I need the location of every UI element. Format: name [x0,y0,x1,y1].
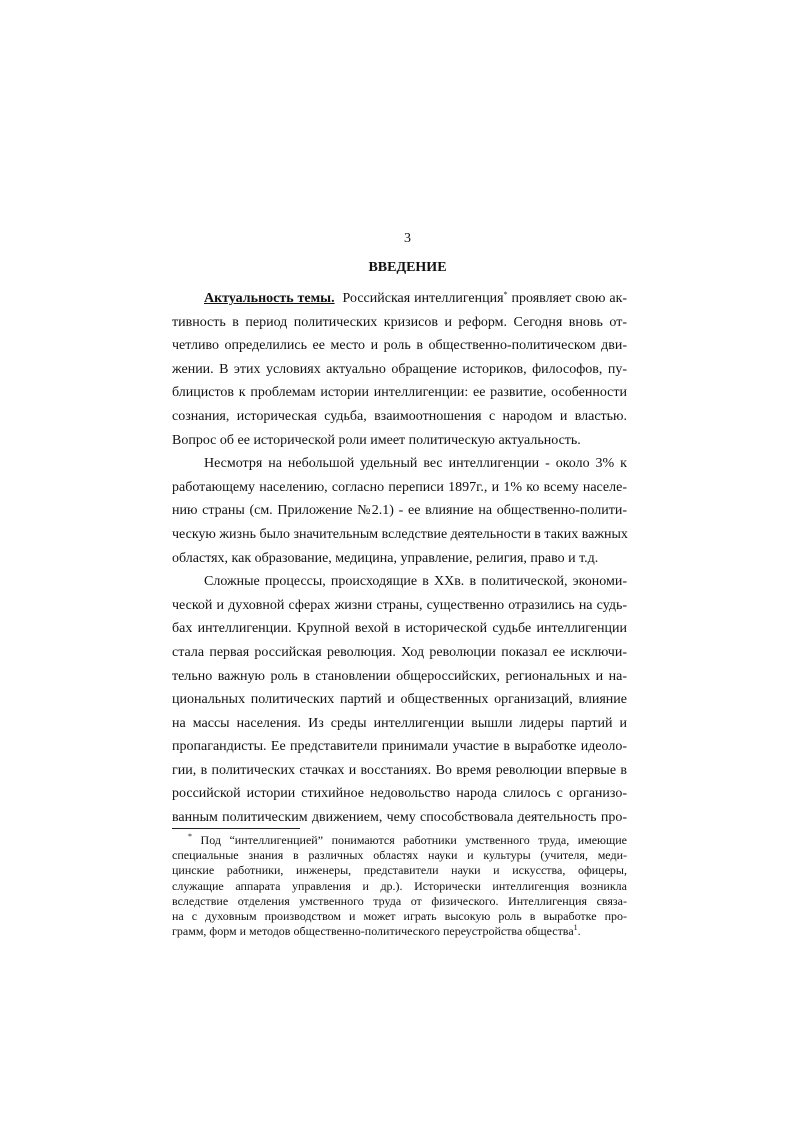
paragraph-1-line: тивность в период политических кризисов и реформ. Сегодня вновь от- [172,314,627,330]
text-fragment: Под “интеллигенцией” понимаются работники умственного труда, имеющие [200,833,628,847]
paragraph-2-line: ческую жизнь было значительным вследствие деятельности в таких важных [172,526,628,542]
text-fragment: . [577,924,581,939]
footnote-mark: * [503,290,508,299]
paragraph-3-line: пропагандисты. Ее представители принимали участие в выработке идеоло- [172,739,627,755]
footnote-divider [172,828,300,829]
footnote-line-1 [172,833,627,848]
footnote-last-line [172,924,627,939]
page-heading: ВВЕДЕНИЕ [368,260,447,275]
paragraph-3-line: Сложные процессы, происходящие в XXв. в политической, экономи- [204,574,627,590]
lead-phrase: Актуальность темы. [204,291,335,306]
paragraph-3-line: ванным политическим движением, чему способствовала деятельность про- [172,810,627,826]
paragraph-3-line: бах интеллигенции. Крупной вехой в исторической судьбе интеллигенции [172,621,627,637]
paragraph-2-line: нию страны (см. Приложение №2.1) - ее влияние на общественно-полити- [172,503,627,519]
footnote-line: служащие аппарата управления и др.). Исторически интеллигенция возникла [172,878,627,893]
paragraph-1-line: блицистов к проблемам истории интеллигенции: ее развитие, особенности [172,385,627,401]
paragraph-1-line: жении. В этих условиях актуально обращение историков, философов, пу- [172,361,627,377]
reference-number: 1 [573,923,578,933]
text-fragment: грамм, форм и методов общественно-политического переустройства общества [172,924,574,939]
text-fragment: Российская интеллигенция [342,291,504,306]
paragraph-3-line: циональных политических партий и общественных организаций, влияние [172,692,627,708]
paragraph-1-line-1 [172,287,627,311]
paragraph-1-line: Вопрос об ее исторической роли имеет политическую актуальность. [172,432,581,448]
footnote-line: на с духовным производством и может играть высокую роль в выработке про- [172,908,627,923]
footnote-line: специальные знания в различных областях науки и культуры (учителя, меди- [172,848,627,863]
paragraph-3-line: гии, в политических стачках и восстаниях. Во время революции впервые в [172,762,627,778]
footnote-line: вследствие отделения умственного труда от физического. Интеллигенция связа- [172,893,627,908]
paragraph-3-line: на массы населения. Из среды интеллигенции вышли лидеры партий и [172,715,627,731]
paragraph-2-line: областях, как образование, медицина, управление, религия, право и т.д. [172,550,599,566]
paragraph-3-line: стала первая российская революция. Ход революции показал ее исключи- [172,644,627,660]
footnote-mark: * [188,832,192,841]
paragraph-2-line: Несмотря на небольшой удельный вес интеллигенции - около 3% к [204,456,627,472]
body-text [172,287,627,830]
paragraph-2-line: работающему населению, согласно переписи 1897г., и 1% ко всему населе- [172,479,627,495]
paragraph-3-line: ческой и духовной сферах жизни страны, существенно отразились на судь- [172,597,627,613]
paragraph-1-line: четливо определились ее место и роль в общественно-политическом дви- [172,338,627,354]
paragraph-3-line: тельно важную роль в становлении общероссийских, региональных и на- [172,668,627,684]
footnote [172,833,627,939]
footnote-line: цинские работники, инженеры, представители науки и искусства, офицеры, [172,863,627,878]
text-fragment: проявляет свою ак- [511,291,628,306]
paragraph-1-line: сознания, историческая судьба, взаимоотношения с народом и властью. [172,408,627,424]
page-number: 3 [404,231,411,246]
paragraph-3-line: российской истории стихийное недовольство народа слилось с организо- [172,786,627,802]
